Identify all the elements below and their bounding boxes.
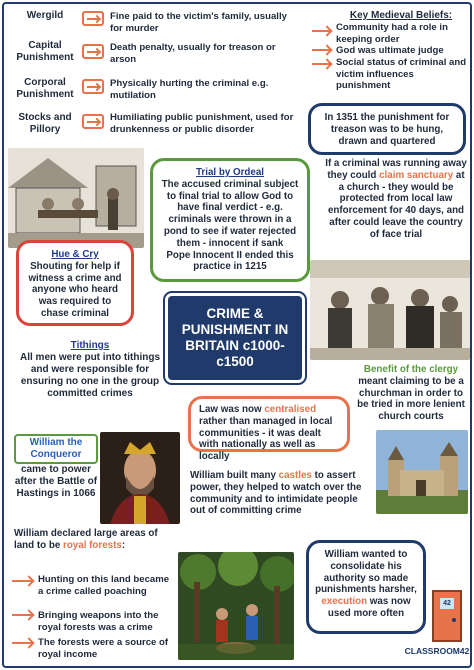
door-number: 42: [440, 598, 454, 609]
term-wergild: Wergild: [26, 10, 64, 21]
treason-text: In 1351 the punishment for treason was to be hung, drawn and quartered: [324, 112, 450, 147]
conqueror-text: came to power after the Battle of Hastings in 1066: [14, 464, 98, 499]
castles-text: William built many castles to assert power, they helped to watch over the community and to intimidate people out of committing crime: [190, 470, 362, 517]
forests-item-3: The forests were a source of royal income: [38, 637, 169, 660]
term-stocks: Stocks and Pillory: [18, 112, 72, 135]
arrow-icon: [312, 49, 330, 51]
belief-2: God was ultimate judge: [336, 45, 444, 56]
clergy-section: [352, 364, 470, 423]
definition-capital: Death penalty, usually for treason or arson: [110, 42, 276, 65]
stocks-illustration: [8, 148, 144, 248]
execution-highlight: execution: [321, 596, 368, 608]
forests-item-2: Bringing weapons into the royal forests was a crime: [38, 610, 159, 633]
belief-1: Community had a role in keeping order: [336, 22, 448, 45]
tithings-title: Tithings: [70, 340, 110, 351]
forests-item-1: Hunting on this land became a crime called poaching: [38, 574, 170, 597]
door-logo-icon: [432, 590, 462, 642]
forests-highlight: royal forests: [63, 539, 122, 551]
term-corporal: Corporal Punishment: [16, 77, 74, 100]
hue-cry-box: [16, 240, 134, 326]
william-portrait: [100, 432, 180, 524]
forests-intro: William declared large areas of land to be royal forests:: [14, 528, 158, 551]
ordeal-text: The accused criminal subject to final trial to allow God to have final verdict - e.g. criminals were thrown in a pond to see if water rejected them - innocent if sank: [161, 178, 299, 249]
conqueror-name: William the Conqueror: [14, 434, 98, 464]
ordeal-title: Trial by Ordeal: [195, 167, 265, 178]
tithings-text: All men were put into tithings and were responsible for ensuring no one in the group committed crimes: [20, 352, 160, 399]
sanctuary-text: If a criminal was running away they could claim sanctuary at a church - they would be protected from local law enforcement for 40 days, and after could leave the country of face trial: [325, 158, 467, 240]
arrow-icon: [12, 614, 32, 616]
arrow-icon: [82, 11, 104, 26]
arrow-icon: [312, 63, 330, 65]
sanctuary-highlight: claim sanctuary: [379, 169, 454, 181]
conqueror-section: [14, 434, 98, 500]
arrow-icon: [312, 30, 330, 32]
main-title: CRIME & PUNISHMENT IN BRITAIN c1000-c1500: [168, 296, 302, 380]
arrow-icon: [12, 642, 32, 644]
sanctuary-illustration: [310, 260, 470, 360]
arrow-icon: [82, 44, 104, 59]
clergy-text: meant claiming to be a churchman in order to be tried in more lenient church courts: [357, 375, 465, 423]
hue-cry-text: Shouting for help if witness a crime and anyone who heard was required to chase criminal: [28, 260, 122, 319]
tithings-section: [20, 340, 160, 400]
hue-cry-title: Hue & Cry: [51, 249, 99, 260]
definition-wergild: Fine paid to the victim's family, usually for murder: [110, 11, 287, 34]
beliefs-title: Key Medieval Beliefs:: [349, 10, 453, 21]
door-knob-icon: [452, 618, 456, 622]
forest-illustration: [178, 552, 294, 660]
arrow-icon: [12, 580, 32, 582]
brand-name: CLASSROOM42: [404, 646, 470, 656]
centralised-box: Law was now centralised rather than managed in local communities - it was dealt with nationally as well as locally: [188, 396, 350, 452]
arrow-icon: [82, 114, 104, 129]
castle-illustration: [376, 430, 468, 514]
castles-highlight: castles: [278, 470, 312, 481]
ordeal-box: [150, 158, 310, 282]
clergy-title: Benefit of the clergy: [363, 364, 459, 375]
treason-box: [308, 103, 466, 155]
belief-3: Social status of criminal and victim influences punishment: [336, 57, 467, 91]
definition-stocks: Humiliating public punishment, used for drunkenness or public disorder: [110, 112, 294, 135]
definition-corporal: Physically hurting the criminal e.g. mutilation: [110, 78, 269, 101]
ordeal-text-2: Pope Innocent II ended this practice in 1215: [166, 249, 294, 273]
centralised-highlight: centralised: [264, 404, 317, 415]
arrow-icon: [82, 79, 104, 94]
term-capital: Capital Punishment: [16, 40, 74, 63]
execution-box: William wanted to consolidate his authority so made punishments harsher, execution was now used more often: [306, 540, 426, 634]
